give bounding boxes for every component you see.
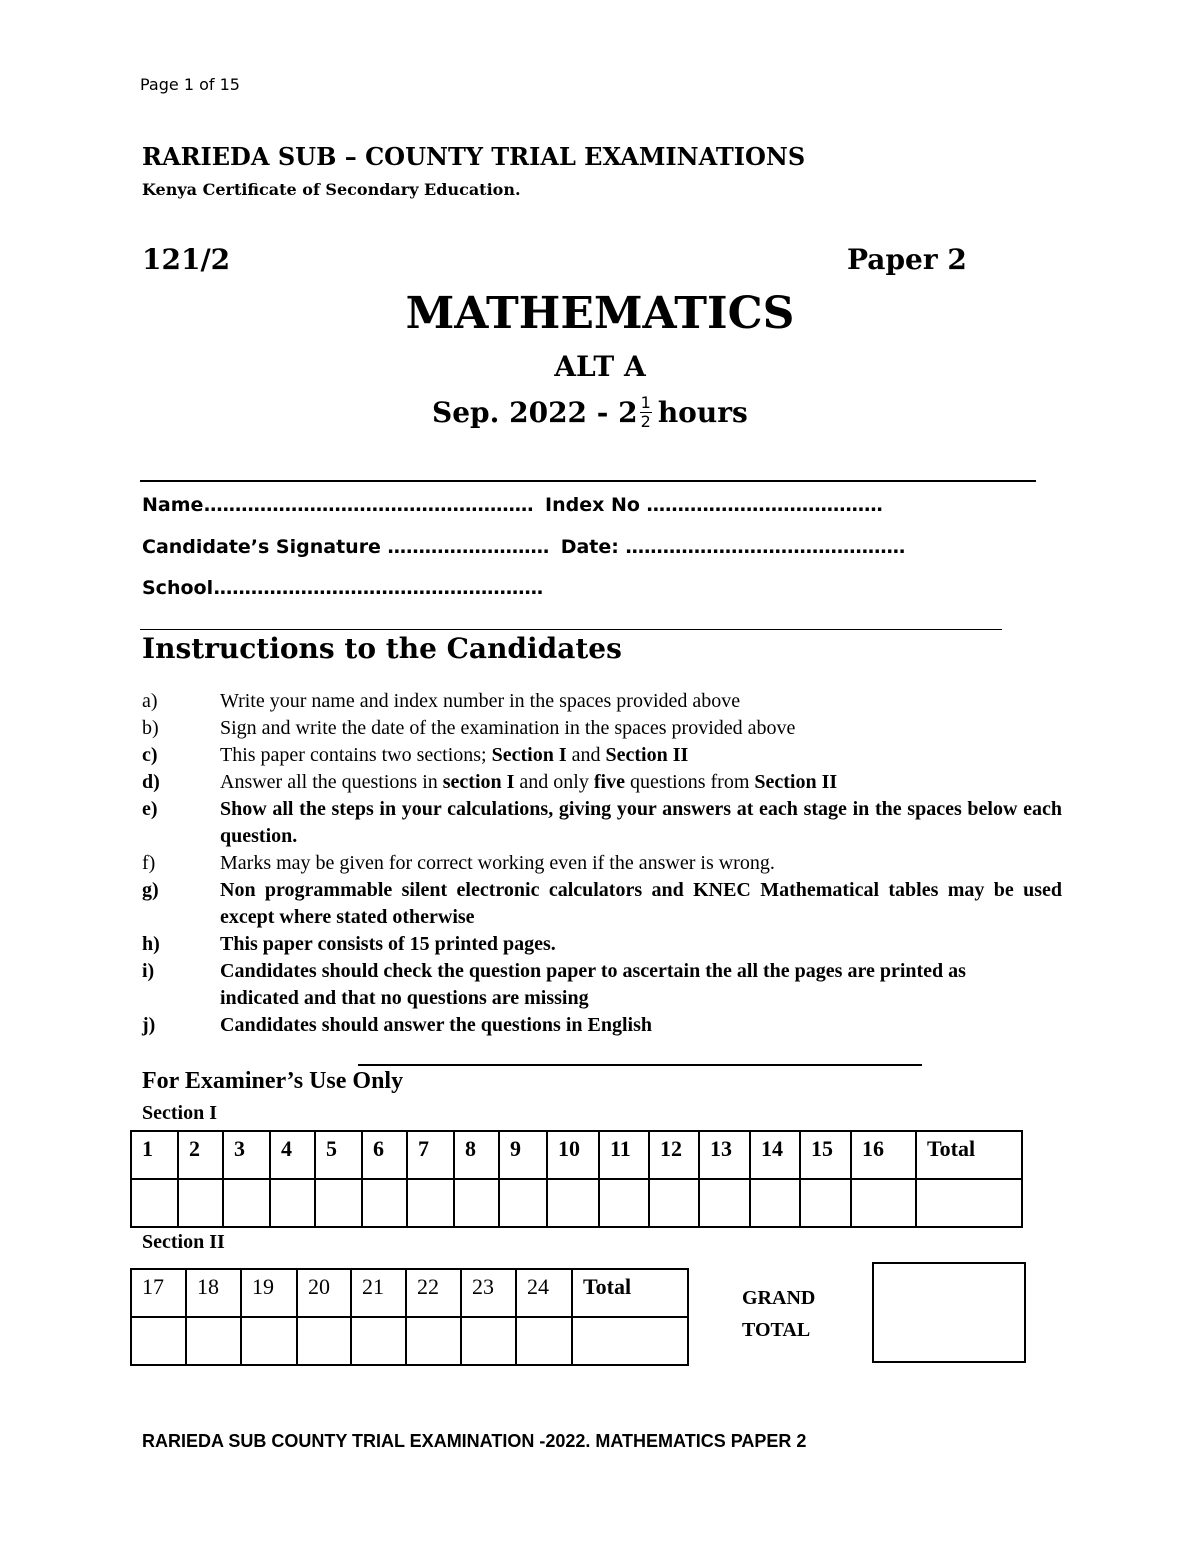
name-index-row	[142, 494, 882, 516]
marks-header-cell: 4	[270, 1131, 315, 1179]
instruction-item	[142, 850, 1062, 877]
instruction-marker: e)	[142, 798, 158, 820]
fraction-denominator: 2	[640, 412, 651, 431]
marks-score-cell[interactable]	[516, 1317, 572, 1365]
date-label: Date:	[560, 536, 619, 558]
instruction-bold-part: five	[593, 771, 625, 793]
instruction-bold-part: Section I	[491, 744, 567, 766]
marks-score-cell[interactable]	[223, 1179, 270, 1227]
instruction-text: This paper consists of 15 printed pages.	[220, 933, 556, 955]
marks-header-cell: 14	[750, 1131, 800, 1179]
section2-header-row	[131, 1269, 688, 1317]
grand-total-label: GRAND TOTAL	[742, 1287, 816, 1341]
paper-number: Paper 2	[847, 243, 967, 276]
grand-total-box[interactable]	[872, 1262, 1026, 1363]
marks-header-cell: 19	[241, 1269, 297, 1317]
name-field[interactable]: .....................................................	[203, 494, 533, 516]
paper-code: 121/2	[142, 243, 231, 276]
marks-score-cell[interactable]	[916, 1179, 1022, 1227]
fraction-numerator: 1	[640, 393, 651, 412]
marks-score-cell[interactable]	[499, 1179, 547, 1227]
marks-header-cell: 5	[315, 1131, 362, 1179]
section2-label: Section II	[142, 1231, 225, 1253]
marks-score-cell[interactable]	[454, 1179, 499, 1227]
school-row	[142, 577, 543, 599]
marks-header-cell: 23	[461, 1269, 516, 1317]
instruction-text: Show all the steps in your calculations, giving your answers at each stage in the spaces below each question.	[220, 798, 1062, 847]
marks-header-cell: 8	[454, 1131, 499, 1179]
instruction-marker: h)	[142, 933, 160, 955]
marks-score-cell[interactable]	[851, 1179, 916, 1227]
section2-marks-table	[130, 1268, 689, 1366]
marks-header-cell: 17	[131, 1269, 186, 1317]
subject-title: MATHEMATICS	[405, 288, 795, 339]
instruction-marker: f)	[142, 852, 156, 874]
paper-alt: ALT A	[554, 350, 646, 383]
marks-header-cell: 9	[499, 1131, 547, 1179]
marks-header-cell: 20	[297, 1269, 351, 1317]
examiner-title: For Examiner’s Use Only	[142, 1068, 404, 1094]
section1-marks-table	[130, 1130, 1023, 1228]
instruction-marker: d)	[142, 771, 160, 793]
marks-header-cell: 10	[547, 1131, 599, 1179]
exam-date-duration	[432, 393, 748, 433]
instruction-item	[142, 796, 1062, 850]
marks-score-cell[interactable]	[461, 1317, 516, 1365]
index-label: Index No	[545, 494, 640, 516]
instructions-list	[142, 688, 1062, 1039]
marks-header-cell: 15	[800, 1131, 851, 1179]
date-prefix: Sep. 2022 - 2	[432, 396, 638, 429]
name-label: Name	[142, 494, 204, 516]
marks-score-cell[interactable]	[750, 1179, 800, 1227]
instruction-item	[142, 1012, 1062, 1039]
marks-header-cell: 7	[407, 1131, 454, 1179]
marks-header-cell: 16	[851, 1131, 916, 1179]
instruction-marker: i)	[142, 960, 155, 982]
marks-header-cell: 21	[351, 1269, 406, 1317]
divider-middle	[140, 629, 1002, 630]
marks-header-cell: 3	[223, 1131, 270, 1179]
index-field[interactable]: ......................................	[645, 494, 883, 516]
marks-score-cell[interactable]	[351, 1317, 406, 1365]
instructions-title: Instructions to the Candidates	[142, 632, 622, 665]
instruction-bold-part: Section II	[754, 771, 838, 793]
marks-header-cell: 18	[186, 1269, 241, 1317]
marks-header-cell: Total	[572, 1269, 688, 1317]
exam-header-subtitle: Kenya Certificate of Secondary Education.	[142, 180, 521, 199]
marks-header-cell: Total	[916, 1131, 1022, 1179]
signature-date-row	[142, 536, 905, 558]
marks-score-cell[interactable]	[131, 1317, 186, 1365]
divider-top	[140, 480, 1036, 482]
date-field[interactable]: .............................................	[624, 536, 905, 558]
instruction-item	[142, 877, 1062, 931]
marks-score-cell[interactable]	[599, 1179, 649, 1227]
marks-score-cell[interactable]	[178, 1179, 223, 1227]
instruction-text: Candidates should check the question paper to ascertain the all the pages are printed as indicated and that no questions are missing	[220, 960, 966, 1009]
instruction-item	[142, 931, 1062, 958]
marks-score-cell[interactable]	[800, 1179, 851, 1227]
marks-score-cell[interactable]	[406, 1317, 461, 1365]
marks-score-cell[interactable]	[649, 1179, 699, 1227]
instruction-marker: g)	[142, 879, 159, 901]
instruction-text: Sign and write the date of the examination in the spaces provided above	[220, 717, 796, 739]
marks-header-cell: 2	[178, 1131, 223, 1179]
marks-score-cell[interactable]	[241, 1317, 297, 1365]
instruction-text-part: questions from	[624, 771, 755, 793]
exam-header-title: RARIEDA SUB – COUNTY TRIAL EXAMINATIONS	[142, 142, 806, 171]
instruction-text: Marks may be given for correct working even if the answer is wrong.	[220, 852, 775, 874]
marks-score-cell[interactable]	[270, 1179, 315, 1227]
instruction-item	[142, 688, 1062, 715]
duration-unit: hours	[657, 396, 748, 429]
marks-header-cell: 11	[599, 1131, 649, 1179]
marks-header-cell: 24	[516, 1269, 572, 1317]
instruction-bold-part: section I	[442, 771, 515, 793]
school-field[interactable]: .....................................................	[213, 577, 543, 599]
marks-score-cell[interactable]	[297, 1317, 351, 1365]
instruction-marker: b)	[142, 717, 159, 739]
signature-field[interactable]: ..........................	[387, 536, 549, 558]
instruction-item	[142, 958, 1062, 1012]
instruction-text-part: and	[566, 744, 606, 766]
marks-header-cell: 12	[649, 1131, 699, 1179]
section1-header-row	[131, 1131, 1022, 1179]
instruction-item	[142, 769, 1062, 796]
divider-examiner	[358, 1064, 922, 1066]
marks-header-cell: 22	[406, 1269, 461, 1317]
section2-score-row	[131, 1317, 688, 1365]
duration-fraction	[640, 394, 652, 431]
marks-score-cell[interactable]	[131, 1179, 178, 1227]
page-number: Page 1 of 15	[140, 75, 240, 94]
marks-score-cell[interactable]	[572, 1317, 688, 1365]
marks-score-cell[interactable]	[407, 1179, 454, 1227]
instruction-text	[220, 744, 688, 766]
instruction-bold-part: Section II	[605, 744, 689, 766]
marks-score-cell[interactable]	[186, 1317, 241, 1365]
instruction-item	[142, 742, 1062, 769]
instruction-text: Candidates should answer the questions in English	[220, 1014, 652, 1036]
instruction-text-part: This paper contains two sections;	[220, 744, 492, 766]
marks-score-cell[interactable]	[547, 1179, 599, 1227]
marks-header-cell: 1	[131, 1131, 178, 1179]
page-footer: RARIEDA SUB COUNTY TRIAL EXAMINATION -2022. MATHEMATICS PAPER 2	[142, 1431, 807, 1451]
section1-score-row	[131, 1179, 1022, 1227]
instruction-text-part: Answer all the questions in	[220, 771, 443, 793]
marks-score-cell[interactable]	[315, 1179, 362, 1227]
instruction-text	[220, 771, 837, 793]
marks-score-cell[interactable]	[699, 1179, 750, 1227]
marks-score-cell[interactable]	[362, 1179, 407, 1227]
signature-label: Candidate’s Signature	[142, 536, 381, 558]
instruction-marker: a)	[142, 690, 158, 712]
marks-header-cell: 6	[362, 1131, 407, 1179]
school-label: School	[142, 577, 214, 599]
instruction-marker: c)	[142, 744, 158, 766]
instruction-text-part: and only	[514, 771, 594, 793]
instruction-item	[142, 715, 1062, 742]
section1-label: Section I	[142, 1102, 217, 1124]
instruction-text: Write your name and index number in the spaces provided above	[220, 690, 741, 712]
instruction-text: Non programmable silent electronic calculators and KNEC Mathematical tables may be used except where stated otherwise	[220, 879, 1062, 928]
marks-header-cell: 13	[699, 1131, 750, 1179]
instruction-marker: j)	[142, 1014, 156, 1036]
